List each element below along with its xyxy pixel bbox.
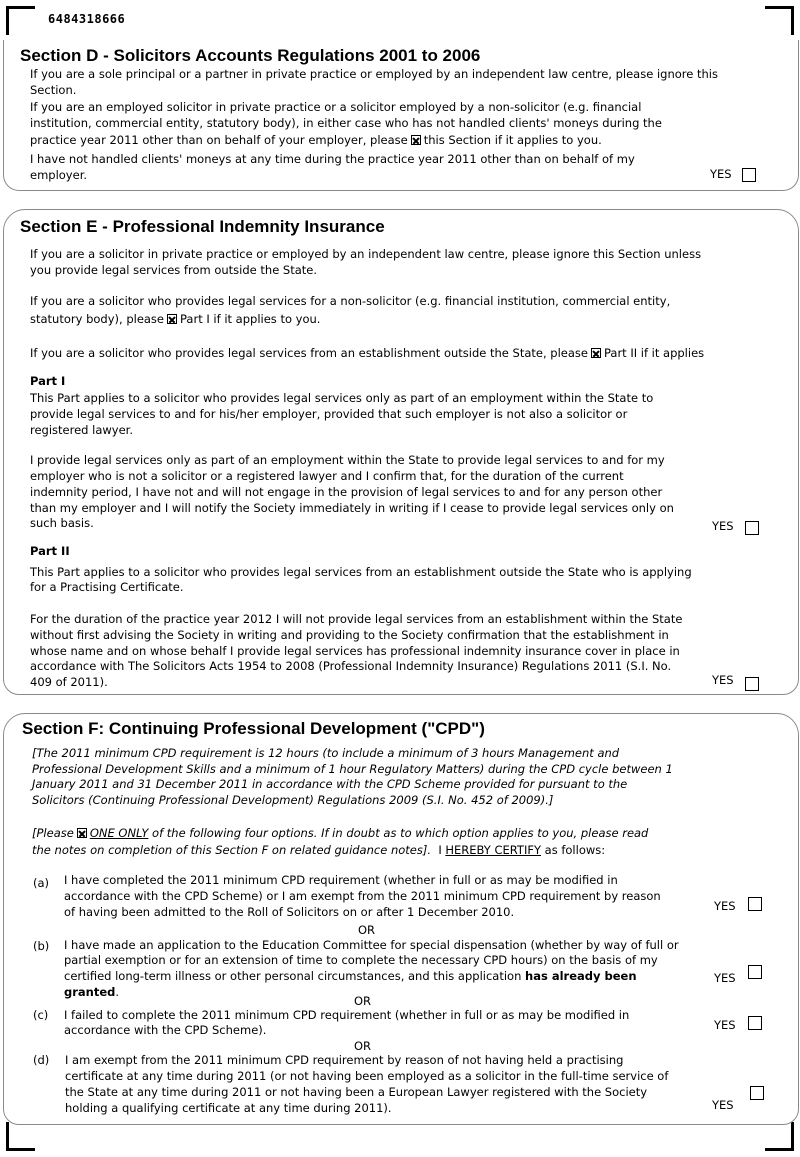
- section-d-text: practice year 2011 other than on behalf of your employer, please: [30, 133, 408, 147]
- option-b-bold-text: granted: [64, 985, 116, 999]
- section-f-text: I: [438, 843, 442, 857]
- section-e-title: Section E - Professional Indemnity Insurance: [20, 217, 385, 236]
- corner-mark-bottom-left: [6, 1122, 35, 1151]
- option-c-label: (c): [33, 1008, 49, 1022]
- yes-label: YES: [714, 899, 736, 913]
- tick-box-icon: [591, 348, 601, 358]
- part-1-yes-checkbox[interactable]: [745, 521, 759, 535]
- tick-box-icon: [167, 314, 177, 324]
- part-1-statement: such basis.: [30, 516, 94, 530]
- part-2-heading: Part II: [30, 544, 70, 558]
- option-a-text: I have completed the 2011 minimum CPD requirement (whether in full or as may be modified in: [64, 873, 618, 887]
- option-a-text: of having been admitted to the Roll of Solicitors on or after 1 December 2010.: [64, 905, 515, 919]
- option-d-text: the State at any time during 2011 or not having been a European Lawyer registered with the Society: [65, 1085, 648, 1099]
- tick-box-icon: [411, 135, 421, 145]
- yes-label: YES: [712, 519, 734, 533]
- part-2-statement: For the duration of the practice year 2012 I will not provide legal services from an establishment within the State: [30, 612, 683, 626]
- section-f-intro: [The 2011 minimum CPD requirement is 12 hours (to include a minimum of 3 hours Management and: [32, 746, 620, 760]
- part-2-text: for a Practising Certificate.: [30, 580, 184, 594]
- section-d-text: I have not handled clients' moneys at any time during the practice year 2011 other than on behalf of my: [30, 152, 635, 166]
- option-b-text-line: granted.: [64, 985, 120, 999]
- section-f-text: of the following four options. If in doubt as to which option applies to you, please read: [152, 826, 649, 840]
- option-b-yes-checkbox[interactable]: [748, 965, 762, 979]
- part-1-statement: indemnity period, I have not and will not engage in the provision of legal services to and for any person other: [30, 485, 663, 499]
- or-separator: OR: [358, 923, 376, 937]
- option-b-text: partial exemption or for an extension of time to complete the necessary CPD hours) on the basis of my: [64, 953, 658, 967]
- option-b-text: I have made an application to the Education Committee for special dispensation (whether by way of full or: [64, 938, 679, 952]
- option-a-label: (a): [33, 876, 50, 890]
- section-f-intro: January 2011 and 31 December 2011 in accordance with the CPD Scheme provided for pursuant to the: [32, 777, 628, 791]
- option-c-text: accordance with the CPD Scheme).: [64, 1023, 267, 1037]
- yes-label: YES: [712, 673, 734, 687]
- section-e-text: If you are a solicitor who provides legal services from an establishment outside the State, please: [30, 346, 588, 360]
- document-number: 6484318666: [48, 12, 126, 26]
- section-d-text: employer.: [30, 168, 88, 182]
- part-1-text: provide legal services to and for his/her employer, provided that such employer is not also a solicitor or: [30, 407, 628, 421]
- section-f-intro: Solicitors (Continuing Professional Development) Regulations 2009 (S.I. No. 452 of 2009).]: [32, 793, 554, 807]
- option-d-text: holding a qualifying certificate at any time during 2011).: [65, 1101, 392, 1115]
- part-1-statement: employer who is not a solicitor or a registered lawyer and I confirm that, for the duration of the current: [30, 469, 624, 483]
- or-separator: OR: [354, 1039, 372, 1053]
- section-e-text: you provide legal services from outside the State.: [30, 263, 318, 277]
- part-2-statement: accordance with The Solicitors Acts 1954 to 2008 (Professional Indemnity Insurance) Regulations 2011 (S.I. No.: [30, 659, 672, 673]
- option-b-label: (b): [33, 939, 50, 953]
- part-2-yes-checkbox[interactable]: [745, 677, 759, 691]
- option-a-yes-checkbox[interactable]: [748, 897, 762, 911]
- section-d-text: institution, commercial entity, statutory body), in either case who has not handled clients' moneys during the: [30, 116, 662, 130]
- section-e-text-line: [30, 312, 320, 328]
- section-d-text: Section.: [30, 83, 77, 97]
- section-e-text: Part II if it applies: [603, 346, 705, 360]
- option-b-text-line: [64, 969, 637, 985]
- option-b-bold-text: has already been: [525, 969, 637, 983]
- yes-label: YES: [710, 167, 732, 181]
- option-a-text: accordance with the CPD Scheme) or I am exempt from the 2011 minimum CPD requirement by reason: [64, 889, 661, 903]
- part-2-statement: 409 of 2011).: [30, 675, 108, 689]
- option-b-text: certified long-term illness or other personal circumstances, and this application: [64, 969, 522, 983]
- corner-mark-top-right: [765, 6, 794, 35]
- option-d-yes-checkbox[interactable]: [750, 1086, 764, 1100]
- section-d-text: If you are a sole principal or a partner in private practice or employed by an independent law centre, please ignore this: [30, 67, 718, 81]
- part-1-heading: Part I: [30, 374, 66, 388]
- option-d-text: I am exempt from the 2011 minimum CPD requirement by reason of not having held a practising: [65, 1053, 624, 1067]
- yes-label: YES: [714, 971, 736, 985]
- section-f-instruction: [32, 826, 648, 842]
- section-e-text: If you are a solicitor who provides legal services for a non-solicitor (e.g. financial institution, commercial entity,: [30, 294, 671, 308]
- part-1-text: registered lawyer.: [30, 423, 133, 437]
- part-2-text: This Part applies to a solicitor who provides legal services from an establishment outside the State who is applying: [30, 565, 692, 579]
- section-f-title: Section F: Continuing Professional Development ("CPD"): [22, 719, 485, 738]
- section-f-text: as follows:: [544, 843, 606, 857]
- section-e-text: statutory body), please: [30, 312, 165, 326]
- corner-mark-top-left: [6, 6, 35, 35]
- section-d-title: Section D - Solicitors Accounts Regulations 2001 to 2006: [20, 46, 481, 65]
- part-2-statement: whose name and on whose behalf I provide legal services has professional indemnity insurance cover in place in: [30, 644, 680, 658]
- option-d-text: certificate at any time during 2011 (or not having been employed as a solicitor in the full-time service of: [65, 1069, 669, 1083]
- section-f-instruction: [32, 843, 605, 859]
- section-f-text: the notes on completion of this Section F on related guidance notes].: [32, 843, 431, 857]
- section-f-intro: Professional Development Skills and a minimum of 1 hour Regulatory Matters) during the CPD cycle between 1: [32, 762, 673, 776]
- section-e-text: Part I if it applies to you.: [180, 312, 321, 326]
- section-f-text: [Please: [32, 826, 74, 840]
- section-e-text: If you are a solicitor in private practice or employed by an independent law centre, please ignore this Section unless: [30, 247, 702, 261]
- tick-box-icon: [77, 828, 87, 838]
- yes-label: YES: [714, 1018, 736, 1032]
- section-d-yes-checkbox[interactable]: [742, 168, 756, 182]
- one-only-text: ONE ONLY: [89, 826, 149, 840]
- hereby-certify-text: HEREBY CERTIFY: [445, 843, 541, 857]
- section-d-text: If you are an employed solicitor in private practice or a solicitor employed by a non-solicitor (e.g. financial: [30, 100, 642, 114]
- part-1-statement: than my employer and I will notify the Society immediately in writing if I cease to provide legal services only on: [30, 501, 674, 515]
- option-c-text: I failed to complete the 2011 minimum CPD requirement (whether in full or as may be modified in: [64, 1008, 630, 1022]
- corner-mark-bottom-right: [765, 1122, 794, 1151]
- part-1-text: This Part applies to a solicitor who provides legal services only as part of an employment within the State to: [30, 391, 654, 405]
- part-2-statement: without first advising the Society in writing and providing to the Society confirmation that the establishment in: [30, 628, 669, 642]
- part-1-statement: I provide legal services only as part of an employment within the State to provide legal services to and for my: [30, 453, 665, 467]
- section-e-text-line: [30, 346, 704, 362]
- section-d-text: this Section if it applies to you.: [423, 133, 602, 147]
- or-separator: OR: [354, 994, 372, 1008]
- option-c-yes-checkbox[interactable]: [748, 1016, 762, 1030]
- section-d-text-line: [30, 133, 602, 149]
- yes-label: YES: [712, 1098, 734, 1112]
- option-d-label: (d): [33, 1053, 50, 1067]
